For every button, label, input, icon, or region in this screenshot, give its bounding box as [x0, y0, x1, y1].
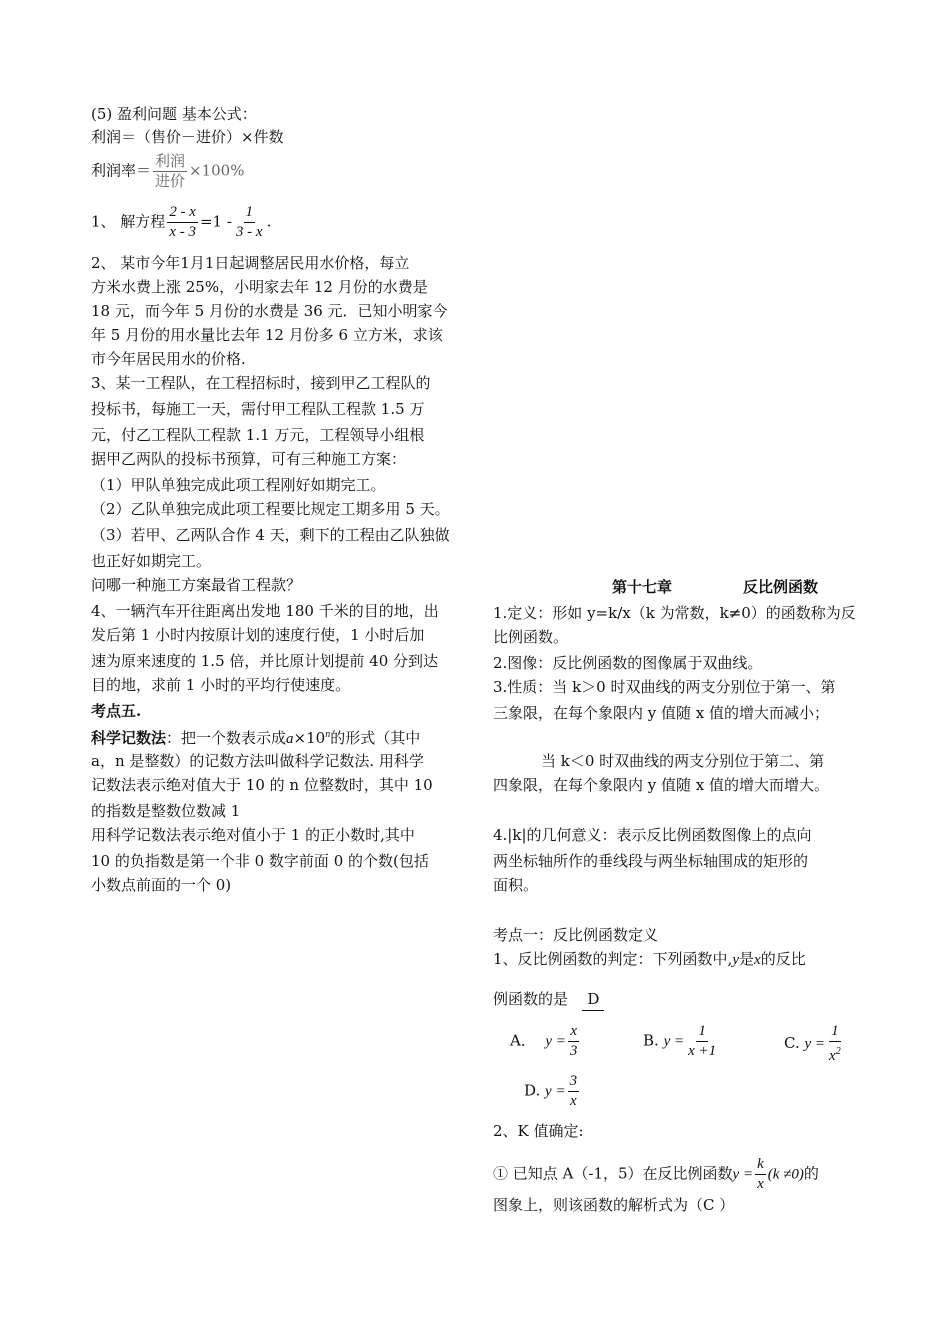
- option-a-fraction: [568, 1022, 580, 1061]
- q1-answer: D: [582, 988, 604, 1011]
- sci-notation-line-1: [91, 724, 420, 750]
- option-c-denominator-wrap: [827, 1042, 843, 1066]
- option-a-denominator: 3: [569, 1043, 578, 1059]
- question-1-equation: [91, 203, 271, 242]
- q1-f2-denominator: 3 - x: [235, 224, 263, 240]
- q2-line: 方米水费上涨 25%，小明家去年 12 月份的水费是: [91, 278, 428, 296]
- option-b-lhs: y =: [663, 1033, 685, 1050]
- graph-line: 2.图像：反比例函数的图像属于双曲线。: [493, 654, 763, 672]
- option-c-fraction: [827, 1022, 843, 1066]
- q4-line: 速为原来速度的 1.5 倍，并比原计划提前 40 分到达: [91, 652, 439, 670]
- q3-line: 3、某一工程队，在工程招标时，接到甲乙工程队的: [91, 374, 431, 392]
- k-value-title: 2、K 值确定:: [493, 1122, 584, 1140]
- k-question-denominator: x: [757, 1176, 764, 1192]
- k-question-part-b: 的: [803, 1164, 819, 1183]
- option-a-lhs: y =: [545, 1033, 566, 1050]
- q1-var-x: x: [754, 952, 761, 968]
- sci-line1-b: 的形式（其中: [330, 729, 421, 747]
- option-c-denominator: x: [829, 1048, 836, 1064]
- q3-line: 元，付乙工程队工程款 1.1 万元，工程领导小组根: [91, 426, 425, 444]
- option-d-denominator: x: [569, 1093, 577, 1109]
- option-a-numerator: x: [568, 1022, 579, 1042]
- profit-rate-denominator: 进价: [155, 172, 186, 190]
- q1-var-y: y: [732, 952, 739, 968]
- sci-expr-times: ×10: [293, 729, 326, 747]
- q1-line2: 例函数的是: [493, 990, 569, 1008]
- profit-formula: 利润＝（售价－进价）×件数: [91, 128, 284, 146]
- q3-line: 也正好如期完工。: [91, 552, 212, 570]
- q4-line: 目的地，求前 1 小时的平均行使速度。: [91, 676, 351, 694]
- property2-line: 四象限，在每个象限内 y 值随 x 值的增大而增大。: [493, 776, 830, 794]
- q2-line: 2、 某市今年1月1日起调整居民用水价格，每立: [91, 254, 410, 272]
- option-b-label: B.: [643, 1031, 659, 1050]
- geometric-meaning-line: 两坐标轴所作的垂线段与两坐标轴围成的矩形的: [493, 852, 809, 870]
- k-question-line-2: 图象上，则该函数的解析式为（C ）: [493, 1196, 735, 1214]
- sci-line: 的指数是整数位数减 1: [91, 802, 241, 820]
- option-d-lhs: y =: [545, 1083, 566, 1100]
- option-d-fraction: [568, 1072, 580, 1111]
- option-c-exponent: 2: [835, 1046, 841, 1057]
- profit-rate-label: 利润率＝: [91, 161, 152, 180]
- option-c-lhs: y =: [804, 1036, 826, 1052]
- q1-fraction-2: [234, 203, 265, 242]
- sci-line: 小数点前面的一个 0): [91, 876, 232, 894]
- option-b-fraction: [686, 1022, 718, 1061]
- option-b: [643, 1022, 720, 1061]
- k-question-fraction: [755, 1155, 766, 1194]
- q1-part-a: 1、反比例函数的判定：下列函数中,: [493, 950, 733, 968]
- q1-prefix: 1、 解方程: [91, 212, 166, 231]
- q1-mid: =1 -: [199, 212, 232, 231]
- option-a-label: A．: [510, 1031, 536, 1050]
- q3-line: （3）若甲、乙两队合作 4 天，剩下的工程由乙队独做: [91, 526, 450, 544]
- chapter-title: 反比例函数: [743, 578, 819, 596]
- profit-rate-tail: ×100%: [189, 161, 245, 180]
- property2-line: 当 k＜0 时双曲线的两支分别位于第二、第: [541, 752, 825, 770]
- q1-end: .: [266, 212, 272, 231]
- option-d: [524, 1072, 581, 1111]
- option-d-label: D.: [524, 1081, 541, 1100]
- kaodian-1-heading: 考点一：反比例函数定义: [493, 926, 659, 944]
- k-value-question: [493, 1155, 819, 1194]
- sci-notation-label: 科学记数法: [91, 729, 167, 747]
- sci-line: a，n 是整数）的记数方法叫做科学记数法. 用科学: [91, 752, 424, 770]
- sci-line: 记数法表示绝对值大于 10 的 n 位整数时，其中 10: [91, 776, 433, 794]
- k-question-condition: (k ≠0): [767, 1166, 804, 1183]
- option-c: [784, 1022, 845, 1066]
- definition-line: 1.定义：形如 y=k/x（k 为常数，k≠0）的函数称为反: [493, 604, 856, 622]
- q3-line: 问哪一种施工方案最省工程款？: [91, 576, 302, 594]
- q1-f1-denominator: x - 3: [169, 224, 196, 240]
- kaodian-5-heading: 考点五.: [91, 702, 142, 720]
- sci-expr-a: a: [286, 731, 294, 747]
- property-line: 3.性质：当 k＞0 时双曲线的两支分别位于第一、第: [493, 678, 836, 696]
- q3-line: 投标书，每施工一天，需付甲工程队工程款 1.5 万: [91, 400, 425, 418]
- question-inverse-check: [493, 948, 806, 971]
- q2-line: 年 5 月份的用水量比去年 12 月份多 6 立方米，求该: [91, 326, 443, 344]
- question-answer-line: [493, 988, 604, 1011]
- profit-header: (5) 盈利问题 基本公式：: [91, 105, 257, 123]
- option-c-label: C.: [784, 1034, 800, 1052]
- q4-line: 发后第 1 小时内按原计划的速度行使，1 小时后加: [91, 626, 425, 644]
- option-b-numerator: 1: [696, 1022, 708, 1042]
- sci-line1-a: ：把一个数表示成: [166, 729, 287, 747]
- sci-expr-n: n: [325, 729, 331, 740]
- property-line: 三象限，在每个象限内 y 值随 x 值的增大而减小；: [493, 704, 830, 722]
- q3-line: 据甲乙两队的投标书预算，可有三种施工方案：: [91, 450, 407, 468]
- q1-f2-numerator: 1: [244, 203, 256, 223]
- k-question-lhs: y =: [732, 1166, 754, 1183]
- geometric-meaning-line: 4.|k|的几何意义：表示反比例函数图像上的点向: [493, 826, 812, 844]
- q1-fraction-1: [167, 203, 198, 242]
- option-d-numerator: 3: [568, 1072, 580, 1092]
- q2-line: 市今年居民用水的价格.: [91, 350, 246, 368]
- q3-line: （2）乙队单独完成此项工程要比规定工期多用 5 天。: [91, 500, 450, 518]
- k-question-part-a: ① 已知点 A（-1，5）在反比例函数: [493, 1164, 733, 1183]
- option-b-denominator: x +1: [688, 1043, 717, 1059]
- q1-part-c: 的反比: [760, 950, 806, 968]
- profit-rate-fraction: [153, 152, 187, 191]
- q1-part-b: 是: [739, 950, 755, 968]
- geometric-meaning-line: 面积。: [493, 876, 539, 894]
- sci-line: 用科学记数法表示绝对值小于 1 的正小数时,其中: [91, 826, 415, 844]
- profit-rate-formula: [91, 152, 244, 191]
- chapter-number: 第十七章: [612, 578, 673, 596]
- option-c-numerator: 1: [829, 1022, 841, 1042]
- definition-line: 比例函数。: [493, 628, 569, 646]
- q1-f1-numerator: 2 - x: [167, 203, 198, 223]
- k-question-numerator: k: [755, 1155, 766, 1175]
- q3-line: （1）甲队单独完成此项工程刚好如期完工。: [91, 476, 386, 494]
- q2-line: 18 元，而今年 5 月份的水费是 36 元．已知小明家今: [91, 302, 448, 320]
- q4-line: 4、一辆汽车开往距离出发地 180 千米的目的地，出: [91, 602, 439, 620]
- profit-rate-numerator: 利润: [155, 152, 186, 170]
- sci-line: 10 的负指数是第一个非 0 数字前面 0 的个数(包括: [91, 852, 429, 870]
- option-a: [510, 1022, 581, 1061]
